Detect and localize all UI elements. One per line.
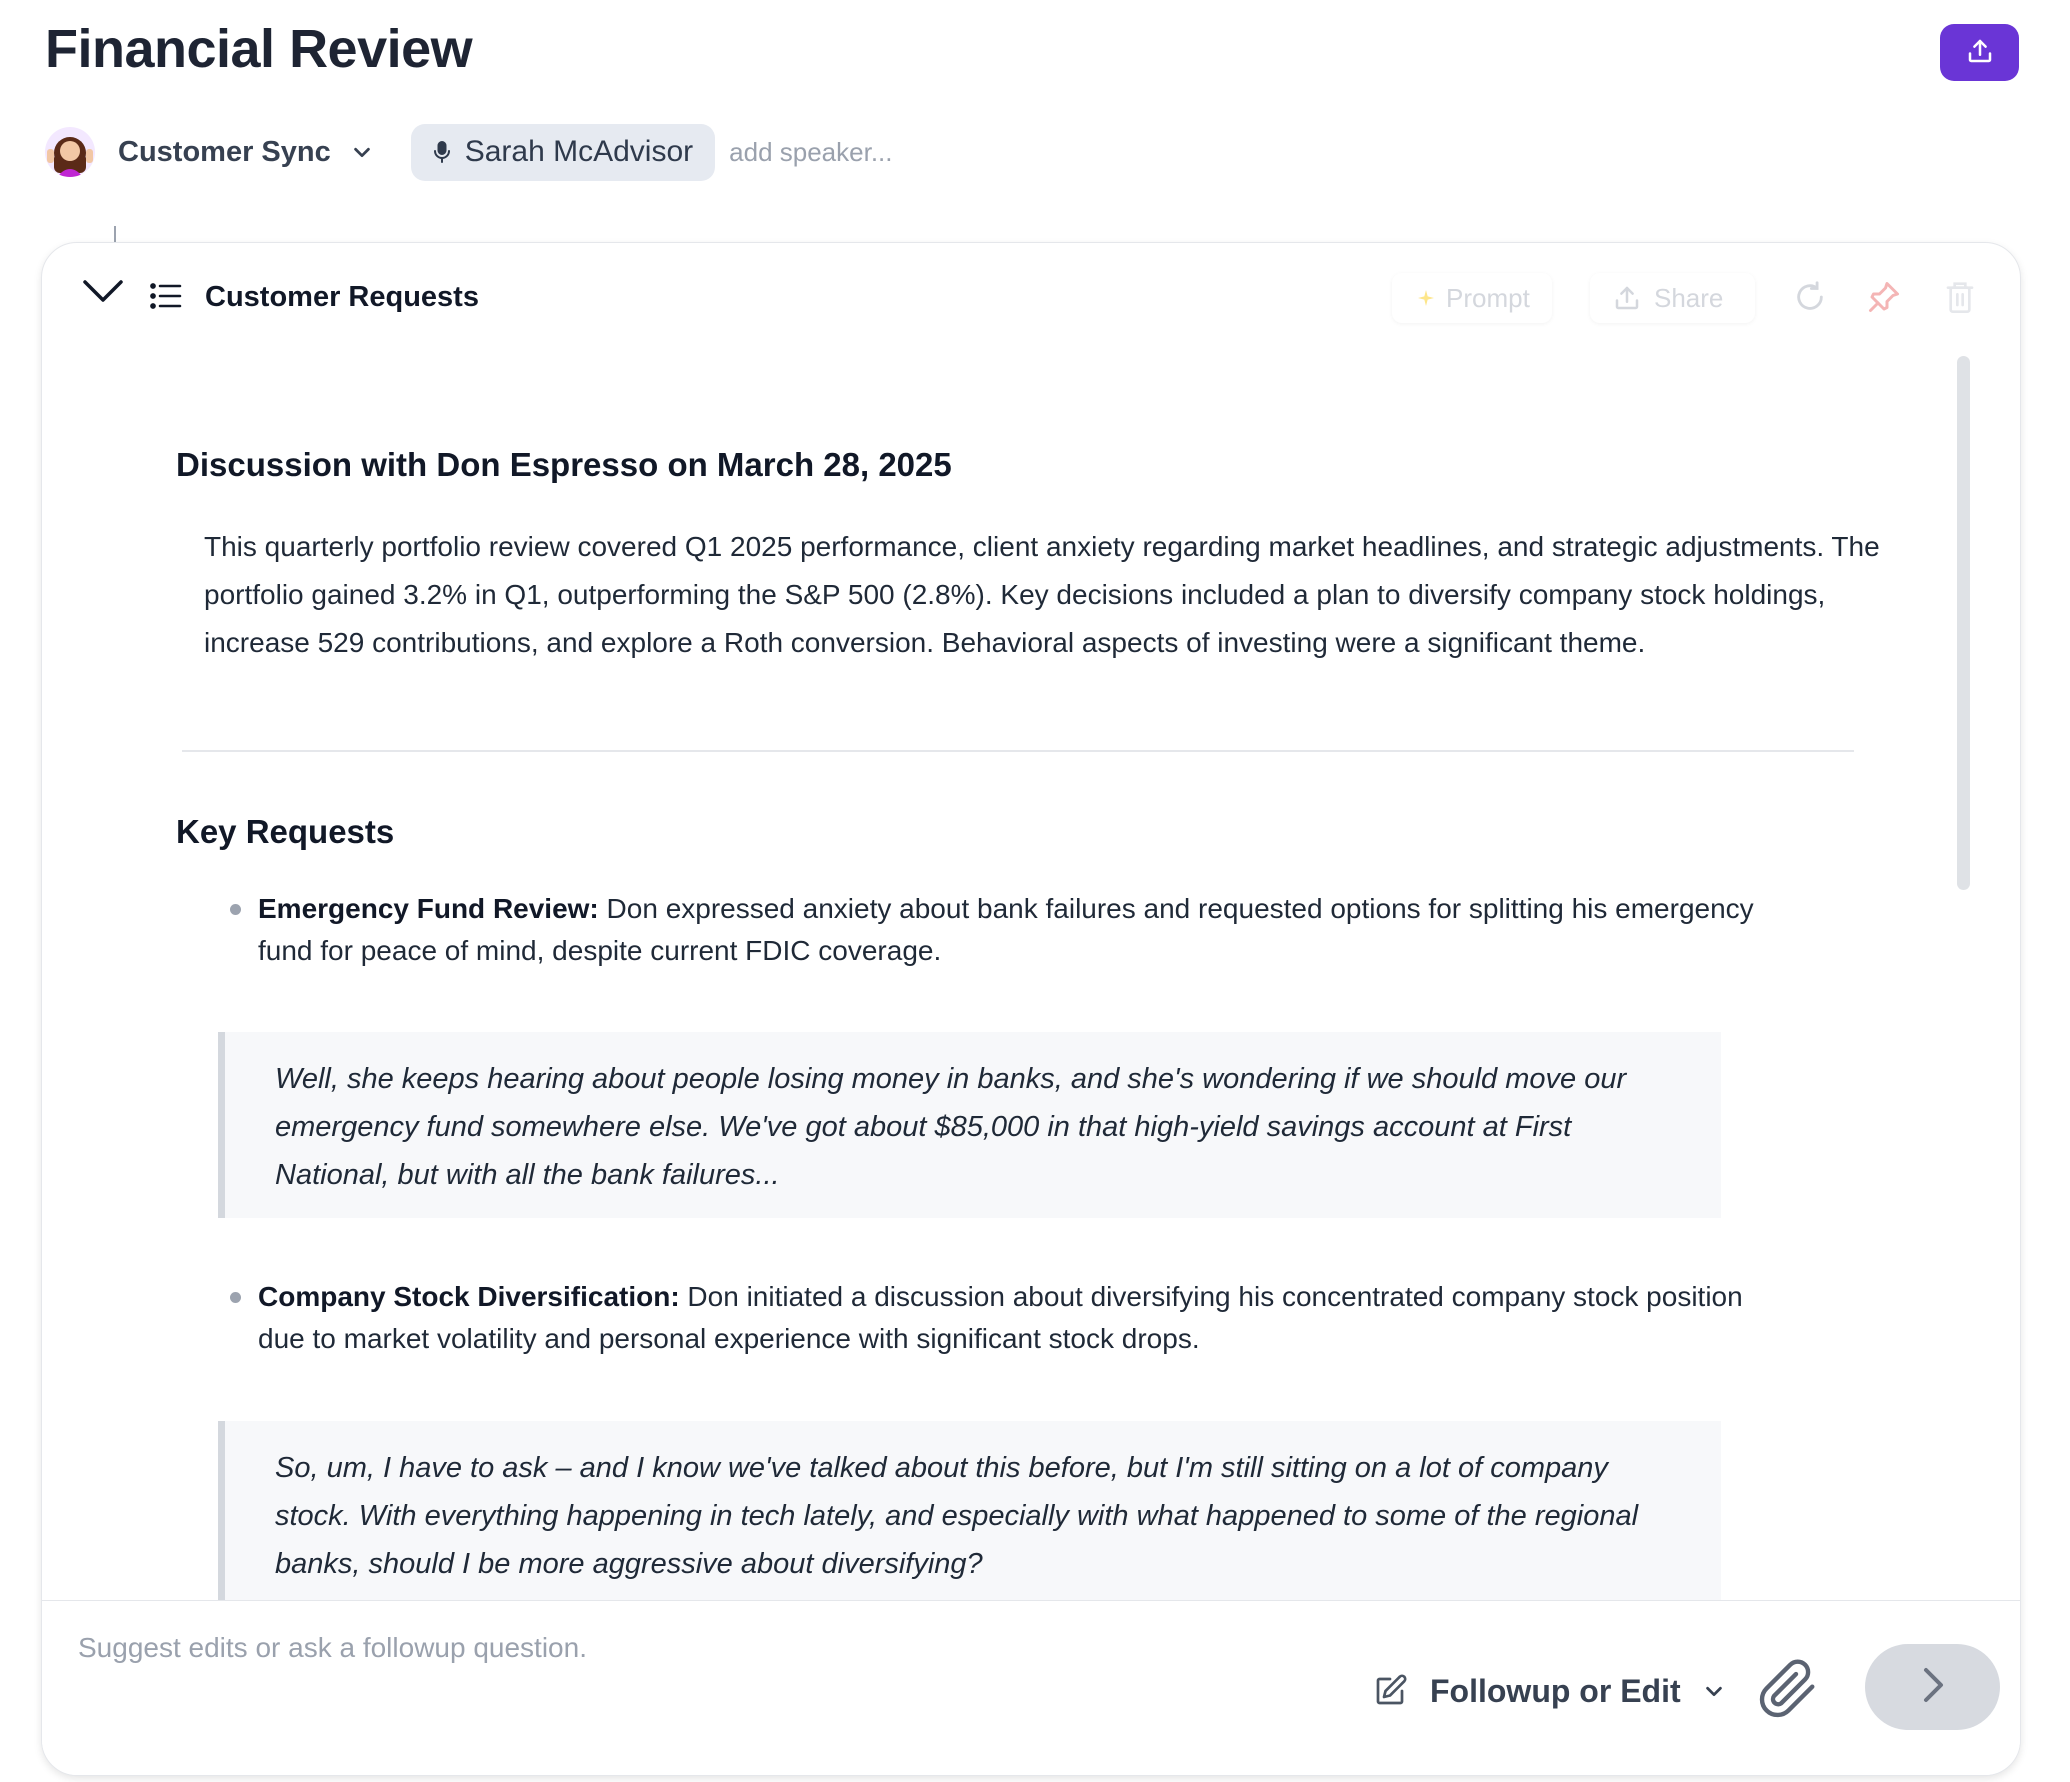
mode-label: Followup or Edit	[1430, 1672, 1681, 1709]
prompt-label: Prompt	[1446, 282, 1530, 313]
request-quote: Well, she keeps hearing about people losing money in banks, and she's wondering if we should move our emergency fund somewhere else. We've got about $85,000 in that high-yield savings account at First National, but with all the bank failures...	[218, 1032, 1721, 1218]
tree-connector	[114, 226, 116, 242]
scrollbar[interactable]	[1957, 356, 1970, 890]
refresh-button[interactable]	[1788, 277, 1832, 321]
prompt-button[interactable]	[1392, 273, 1552, 323]
collapse-button[interactable]	[80, 273, 126, 313]
composer	[42, 1600, 2020, 1776]
request-item	[258, 888, 1768, 972]
request-quote: So, um, I have to ask – and I know we've talked about this before, but I'm still sitting on a lot of company stock. With everything happening in tech lately, and especially with what happened to some of the regional banks, should I be more aggressive about diversifying?	[218, 1421, 1721, 1600]
pin-button[interactable]	[1862, 277, 1906, 321]
panel-header	[42, 243, 2020, 343]
document-content[interactable]	[42, 343, 2020, 1600]
divider	[182, 750, 1854, 752]
request-text: Don expressed anxiety about bank failures and requested options for splitting his emergency fund for peace of mind, despite current FDIC coverage.	[258, 893, 1754, 966]
request-label: Emergency Fund Review:	[258, 893, 599, 924]
speaker-chip[interactable]	[411, 124, 715, 181]
meeting-type-label: Customer Sync	[118, 135, 331, 168]
attach-button[interactable]	[1752, 1655, 1824, 1727]
send-button[interactable]	[1865, 1644, 2000, 1730]
avatar[interactable]	[45, 127, 95, 177]
customer-requests-panel	[41, 242, 2021, 1776]
chevron-down-icon	[1703, 1680, 1725, 1702]
chevron-right-icon	[1918, 1665, 1948, 1710]
microphone-icon	[433, 141, 451, 163]
followup-input[interactable]	[78, 1623, 1278, 1673]
chevron-down-icon	[351, 141, 373, 163]
refresh-icon	[1793, 280, 1827, 319]
list-icon	[150, 283, 182, 314]
share-label: Share	[1654, 282, 1724, 313]
share-icon	[1612, 283, 1642, 313]
paperclip-icon	[1757, 1658, 1819, 1725]
sparkle-icon	[1418, 290, 1434, 306]
document-summary: This quarterly portfolio review covered Q1 2025 performance, client anxiety regarding market headlines, and strategic adjustments. The portfolio gained 3.2% in Q1, outperforming the S&P 500 (2.8%). Key decisions included a plan to diversify company stock holdings, increase 529 contributions, and explore a Roth conversion. Behavioral aspects of investing were a significant theme.	[204, 531, 1880, 658]
pin-icon	[1866, 279, 1902, 320]
add-speaker-input[interactable]: add speaker...	[729, 136, 893, 167]
delete-button[interactable]	[1938, 277, 1982, 321]
document-heading: Discussion with Don Espresso on March 28, 2025	[176, 446, 952, 483]
speaker-name: Sarah McAdvisor	[464, 135, 694, 168]
mode-dropdown[interactable]	[1372, 1659, 1725, 1723]
panel-title: Customer Requests	[205, 281, 479, 313]
page-title: Financial Review	[45, 19, 473, 79]
export-button[interactable]	[1940, 24, 2019, 81]
share-button[interactable]	[1590, 273, 1755, 323]
trash-icon	[1944, 278, 1976, 321]
request-text: Don initiated a discussion about diversifying his concentrated company stock position due to market volatility and personal experience with significant stock drops.	[258, 1281, 1743, 1354]
request-item	[258, 1276, 1768, 1360]
chevron-down-icon	[82, 278, 124, 309]
edit-icon	[1372, 1673, 1408, 1709]
meeting-type-dropdown[interactable]	[118, 136, 373, 169]
meeting-meta-row	[45, 122, 893, 182]
section-heading: Key Requests	[176, 813, 395, 850]
request-label: Company Stock Diversification:	[258, 1281, 680, 1312]
upload-icon	[1965, 36, 1995, 69]
